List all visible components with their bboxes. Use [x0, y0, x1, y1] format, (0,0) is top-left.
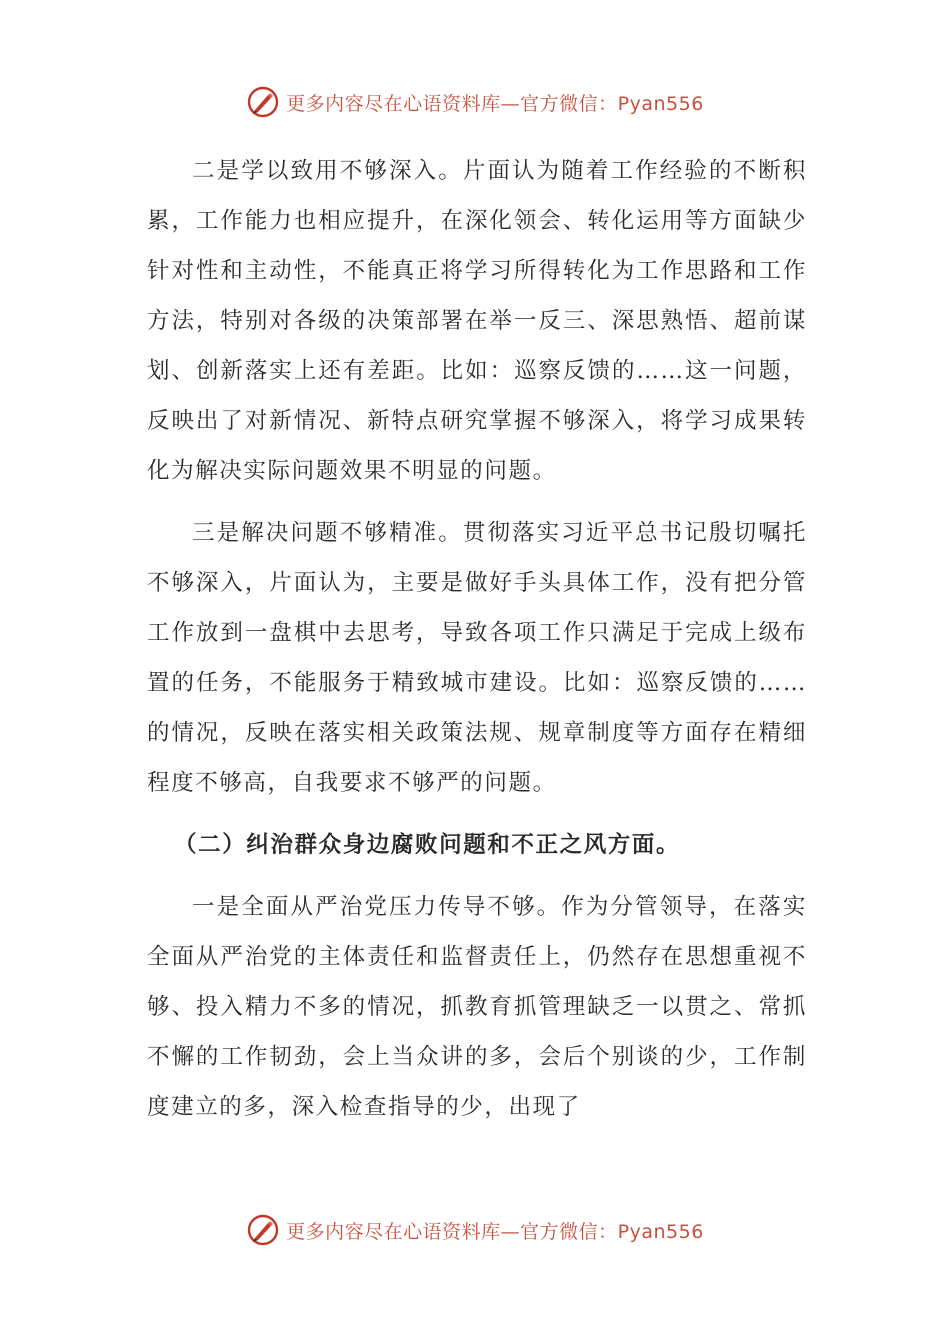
paragraph-party-discipline: 一是全面从严治党压力传导不够。作为分管领导，在落实全面从严治党的主体责任和监督责任上，仍然存在思想重视不够、投入精力不多的情况，抓教育抓管理缺乏一以贯之、常抓不懈的工作韧劲，会上当众讲的多，会后个别谈的少，工作制度建立的多，深入检查指导的少，出现了 [147, 894, 807, 1120]
header-banner [0, 80, 950, 124]
paragraph-problem-solving: 三是解决问题不够精准。贯彻落实习近平总书记殷切嘱托不够深入，片面认为，主要是做好手头具体工作，没有把分管工作放到一盘棋中去思考，导致各项工作只满足于完成上级布置的任务，不能服务于精致城市建设。比如：巡察反馈的……的情况，反映在落实相关政策法规、规章制度等方面存在精细程度不够高，自我要求不够严的问题。 [147, 520, 807, 796]
footer-banner [0, 1208, 950, 1252]
section-heading: （二）纠治群众身边腐败问题和不正之风方面。 [174, 832, 681, 858]
header-wechat-id: Pyan556 [617, 92, 704, 115]
footer-text: 更多内容尽在心语资料库—官方微信：Pyan556 [286, 1220, 704, 1243]
footer-wechat-id: Pyan556 [617, 1220, 704, 1243]
pen-logo-icon [246, 1213, 280, 1247]
pen-logo-icon [246, 85, 280, 119]
header-text: 更多内容尽在心语资料库—官方微信：Pyan556 [286, 92, 704, 115]
paragraph-learning-application: 二是学以致用不够深入。片面认为随着工作经验的不断积累，工作能力也相应提升，在深化领会、转化运用等方面缺少针对性和主动性，不能真正将学习所得转化为工作思路和工作方法，特别对各级的决策部署在举一反三、深思熟悟、超前谋划、创新落实上还有差距。比如：巡察反馈的……这一问题，反映出了对新情况、新特点研究掌握不够深入，将学习成果转化为解决实际问题效果不明显的问题。 [147, 158, 807, 484]
document-body [147, 146, 807, 1132]
